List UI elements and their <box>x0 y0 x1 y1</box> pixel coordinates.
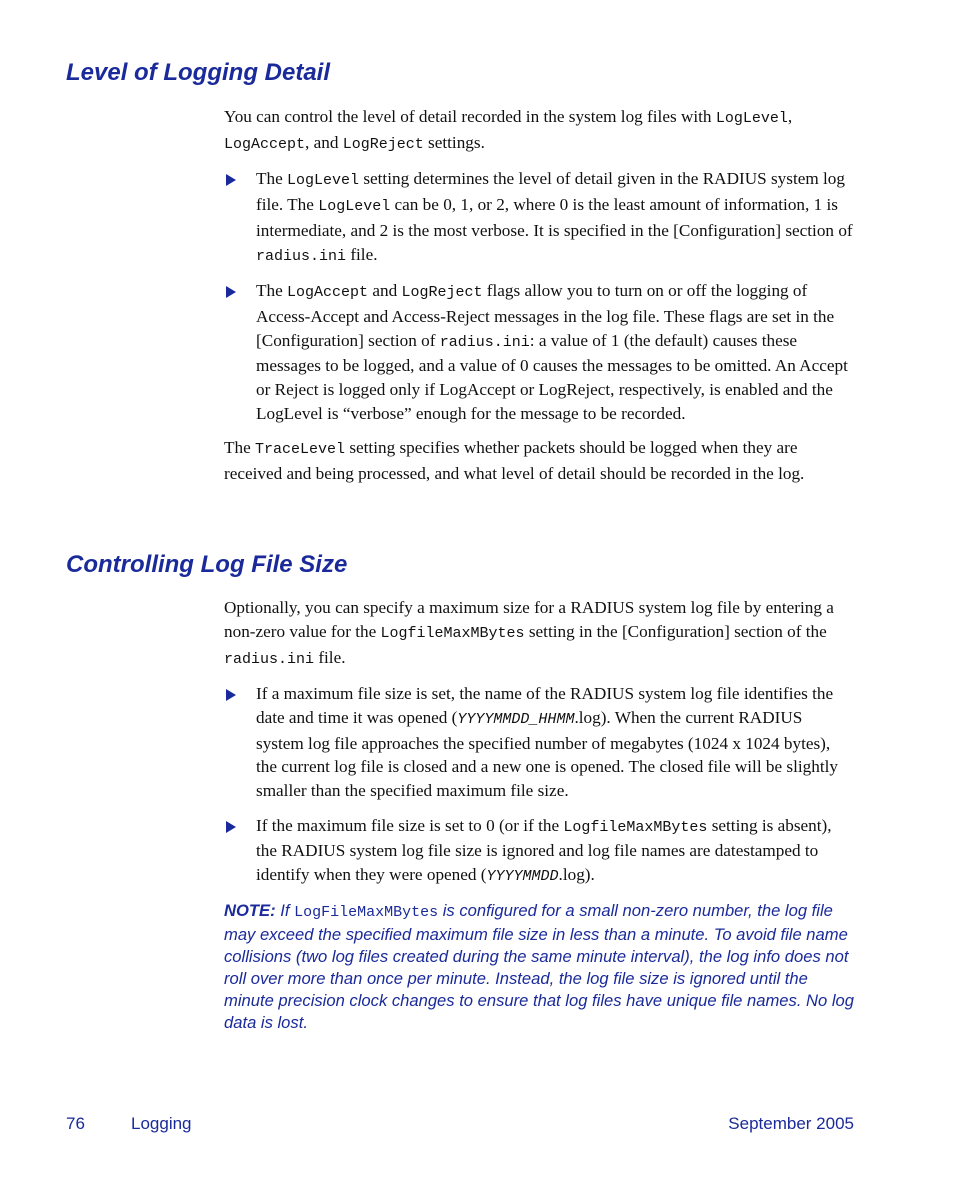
list-item <box>224 167 854 268</box>
code-radius-ini: radius.ini <box>439 333 530 351</box>
code-logfilemaxmbytes: LogfileMaxMBytes <box>563 818 708 836</box>
bullet-list <box>224 682 854 889</box>
intro-paragraph <box>224 596 854 671</box>
list-item <box>224 814 854 889</box>
code-logfilemaxmbytes: LogfileMaxMBytes <box>380 624 525 642</box>
code-loglevel: LogLevel <box>715 110 788 127</box>
list-item <box>224 682 854 803</box>
triangle-right-icon <box>226 821 236 833</box>
text: , <box>787 107 793 126</box>
text: Optionally, you can specify a maximum size for a RADIUS system log file by entering a non-zero value for the <box>224 598 834 641</box>
code-filename-pattern: YYYYMMDD_HHMM <box>457 710 575 728</box>
triangle-right-icon <box>226 174 236 186</box>
text: If a maximum file size is set, the name of the RADIUS system log file identifies the date and time it was opened ( <box>256 683 834 727</box>
section-heading-controlling-log-file-size: Controlling Log File Size <box>66 551 348 578</box>
text: setting is absent), the RADIUS system log file size is ignored and log file names are datestamped to identify when they were opened ( <box>256 815 832 885</box>
text: is configured for a small non-zero number, the log file may exceed the specified maximum file size in less than a minute. To avoid file name collisions (two log files created during the same minute interval), the log info does not roll over more than once per minute. Instead, the log file size is ignored until the minute precision clock changes to ensure that log files have unique file names. No log data is lost. <box>224 900 855 1032</box>
footer-date: September 2005 <box>728 1114 854 1133</box>
text: can be 0, 1, or 2, where 0 is the least amount of information, 1 is intermediate, and 2 is the most verbose. It is specified in the [Configuration] section of <box>256 194 853 240</box>
section-level-of-logging-detail <box>224 105 854 497</box>
note-callout <box>224 900 854 1034</box>
code-radius-ini: radius.ini <box>256 247 347 265</box>
text: setting specifies whether packets should be logged when they are received and being processed, and what level of detail should be recorded in the log. <box>224 438 805 484</box>
code-loglevel: LogLevel <box>287 172 360 190</box>
code-logreject: LogReject <box>342 135 424 153</box>
code-loglevel: LogLevel <box>318 197 391 215</box>
text: setting in the [Configuration] section of the <box>524 621 827 641</box>
text: : a value of 1 (the default) causes these messages to be logged, and a value of 0 causes the messages to be omitted. An Accept or Reject is logged only if LogAccept or LogReject, respectively, is enabled and the LogLevel is “verbose” enough for the message to be recorded. <box>256 330 848 423</box>
text: flags allow you to turn on or off the logging of Access-Accept and Access-Reject messages in the log file. These flags are set in the [Configuration] section of <box>256 280 835 350</box>
section-heading-level-of-logging-detail: Level of Logging Detail <box>66 59 331 86</box>
code-radius-ini: radius.ini <box>224 650 315 668</box>
intro-paragraph <box>224 105 854 157</box>
list-item <box>224 279 854 426</box>
text: settings. <box>423 132 485 152</box>
section-controlling-log-file-size <box>224 596 854 1034</box>
text: file. <box>346 244 378 264</box>
text: The <box>256 280 288 300</box>
note-label: NOTE: <box>224 900 276 920</box>
text: setting determines the level of detail given in the RADIUS system log file. The <box>256 169 845 214</box>
text: The <box>256 169 288 189</box>
text: The <box>224 438 256 458</box>
code-logaccept: LogAccept <box>287 283 369 301</box>
triangle-right-icon <box>226 689 236 701</box>
footer-chapter-title: Logging <box>131 1114 192 1133</box>
tracelevel-paragraph <box>224 436 854 486</box>
text: .log). When the current RADIUS system log file approaches the specified number of megabytes (1024 x 1024 bytes), the current log file is closed and a new one is opened. The closed file will be slightly smaller than the specified maximum file size. <box>256 707 838 801</box>
code-logreject: LogReject <box>401 283 483 301</box>
code-logfilemaxmbytes: LogFileMaxMBytes <box>294 903 439 921</box>
bullet-list <box>224 167 854 426</box>
code-filename-pattern: YYYYMMDD <box>486 868 559 886</box>
text: You can control the level of detail recorded in the system log files with <box>224 107 716 126</box>
triangle-right-icon <box>226 286 236 298</box>
text: file. <box>314 647 346 667</box>
text: , and <box>305 132 343 152</box>
text: If the maximum file size is set to 0 (or if the <box>256 815 564 835</box>
footer-page-number: 76 <box>66 1114 85 1133</box>
text: and <box>368 280 402 300</box>
code-logaccept: LogAccept <box>224 135 306 153</box>
text: If <box>275 900 295 920</box>
code-tracelevel: TraceLevel <box>255 441 346 459</box>
text: .log). <box>558 865 595 885</box>
